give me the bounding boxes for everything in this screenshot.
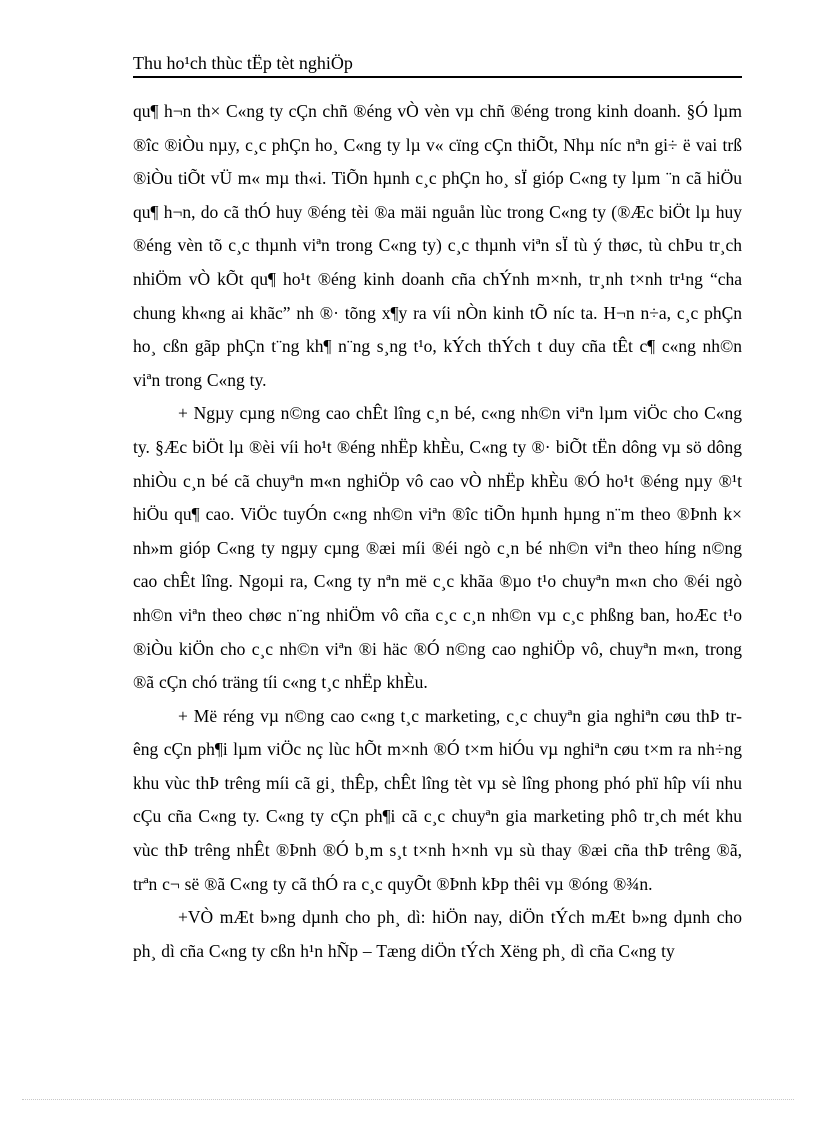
paragraph-continuation: qu¶ h¬n th× C«ng ty cÇn chñ ®éng vÒ vèn vµ chñ ®éng trong kinh doanh. §Ó lµm ®îc ®iÒu nµy, c¸c phÇn ho¸ C«ng ty lµ v« cïng cÇn thiÕt, Nhµ níc nªn gi÷ ë vai trß ®iÒu tiÕt vÜ m« mµ th«i. TiÕn hµnh c¸c phÇn ho¸ sÏ gióp C«ng ty lµm ¨n cã hiÖu qu¶ h¬n, do cã thÓ huy ®éng tèi ®a mäi nguån lùc trong C«ng ty (®Æc biÖt lµ huy ®éng vèn tõ c¸c thµnh viªn trong C«ng ty) c¸c thµnh viªn sÏ tù ý thøc, tù chÞu tr¸ch nhiÖm vÒ kÕt qu¶ ho¹t ®éng kinh doanh cña chÝnh m×nh, tr¸nh t×nh tr¹ng “cha chung kh«ng ai khãc” nh ®· tõng x¶y ra víi nÒn kinh tÕ níc ta. H¬n n÷a, c¸c phÇn ho¸ cßn gãp phÇn t¨ng kh¶ n¨ng s¸ng t¹o, kÝch thÝch t duy cña tÊt c¶ c«ng nh©n viªn trong C«ng ty. (133, 101, 742, 390)
header-title: Thu ho¹ch thùc tËp tèt nghiÖp (133, 53, 353, 73)
page-header (133, 52, 742, 78)
paragraph-staff-quality: + Ngµy cµng n©ng cao chÊt lîng c¸n bé, c«ng nh©n viªn lµm viÖc cho C«ng ty. §Æc biÖt lµ ®èi víi ho¹t ®éng nhËp khÈu, C«ng ty ®· biÕt tËn dông vµ sö dông nhiÒu c¸n bé cã chuyªn m«n nghiÖp vô cao vÒ nhËp khÈu ®Ó ho¹t ®éng nµy ®¹t hiÖu qu¶ cao. ViÖc tuyÓn c«ng nh©n viªn ®îc tiÕn hµnh hµng n¨m theo ®Þnh k× nh»m gióp C«ng ty ngµy cµng ®æi míi ®éi ngò c¸n bé nh©n viªn theo híng n©ng cao chÊt lîng. Ngoµi ra, C«ng ty nªn më c¸c khãa ®µo t¹o chuyªn m«n cho ®éi ngò nh©n viªn theo chøc n¨ng nhiÖm vô cña c¸c c¸n nh©n vµ c¸c phßng ban, hoÆc t¹o ®iÒu kiÖn cho c¸c nh©n viªn ®i häc ®Ó n©ng cao nghiÖp vô, chuyªn m«n, trong ®ã cÇn chó träng tíi c«ng t¸c nhËp khÈu. (133, 403, 742, 693)
document-body (133, 95, 742, 968)
paragraph-demolition-space: +VÒ mÆt b»ng dµnh cho ph¸ dì: hiÖn nay, diÖn tÝch mÆt b»ng dµnh cho ph¸ dì cña C«ng ty cßn h¹n hÑp – Tæng diÖn tÝch Xëng ph¸ dì cña C«ng ty (133, 907, 742, 961)
paragraph-marketing: + Më réng vµ n©ng cao c«ng t¸c marketing, c¸c chuyªn gia nghiªn cøu thÞ trêng cÇn ph¶i lµm viÖc nç lùc hÕt m×nh ®Ó t×m hiÓu vµ nghiªn cøu t×m ra nh÷ng khu vùc thÞ trêng míi cã gi¸ thÊp, chÊt lîng tèt vµ sè lîng phong phó phï hîp víi nhu cÇu cña C«ng ty. C«ng ty cÇn ph¶i cã c¸c chuyªn gia marketing phô tr¸ch mét khu vùc thÞ trêng nhÊt ®Þnh ®Ó b¸m s¸t t×nh h×nh vµ sù thay ®æi cña thÞ trêng ®ã, trªn c¬ së ®ã C«ng ty cã thÓ ra c¸c quyÕt ®Þnh kÞp thêi vµ ®óng ®¾n. (133, 705, 742, 894)
page-bottom-rule (22, 1099, 794, 1100)
